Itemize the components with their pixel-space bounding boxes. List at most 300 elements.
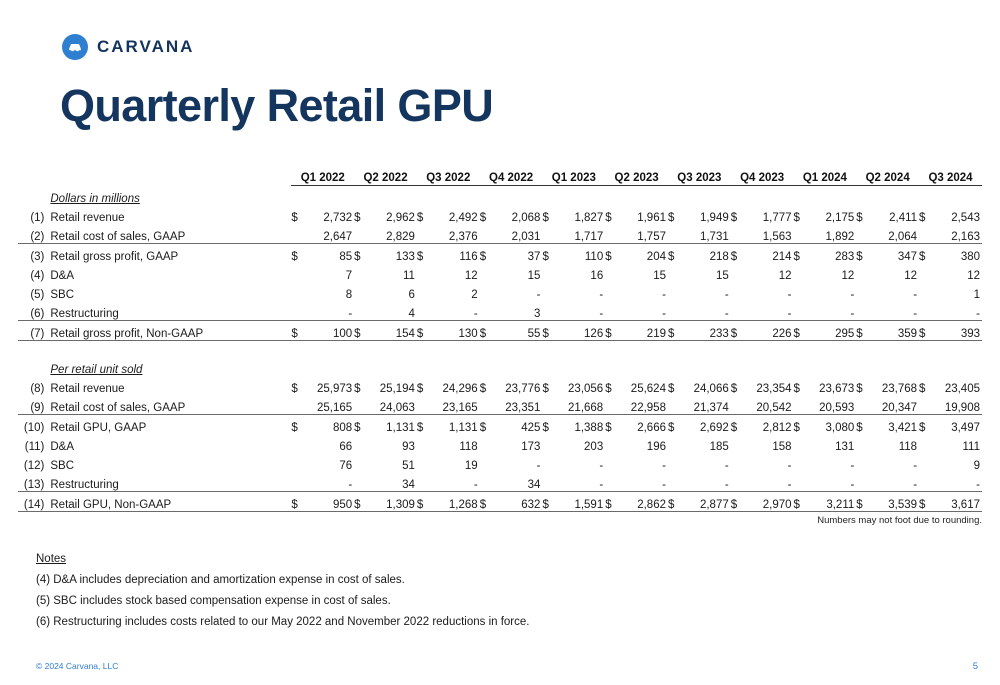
cell-value: 11 xyxy=(402,270,415,282)
cell-value: 12 xyxy=(464,270,478,282)
cell-value: 3,497 xyxy=(951,422,980,434)
row-number: (11) xyxy=(24,441,45,453)
cell-value: 23,673 xyxy=(819,383,855,395)
note-item: (4) D&A includes depreciation and amortization expense in cost of sales. xyxy=(36,574,405,586)
row-label: SBC xyxy=(50,460,75,472)
cell-value: 111 xyxy=(962,441,980,453)
dollar-sign: $ xyxy=(605,492,619,512)
cell-value: 1,731 xyxy=(682,224,731,244)
dollar-sign: $ xyxy=(856,321,870,341)
cell-value: - xyxy=(913,460,918,472)
dollar-sign: $ xyxy=(542,422,549,434)
page-number: 5 xyxy=(972,661,978,672)
cell-value: 3,211 xyxy=(808,492,857,512)
dollar-sign: $ xyxy=(354,212,361,224)
cell-value: 12 xyxy=(841,270,855,282)
cell-value: 76 xyxy=(339,460,353,472)
dollar-sign: $ xyxy=(416,422,424,434)
cell-value: 130 xyxy=(431,321,480,341)
dollar-sign: $ xyxy=(354,422,361,434)
cell-value: - xyxy=(724,289,729,301)
cell-value: 131 xyxy=(835,441,855,453)
cell-value: - xyxy=(913,289,918,301)
dollar-sign-blank xyxy=(668,224,682,244)
row-number: (10) xyxy=(23,422,45,434)
cell-value: - xyxy=(933,301,982,321)
cell-value: 2,163 xyxy=(933,224,982,244)
cell-value: 2,970 xyxy=(745,492,794,512)
cell-value: 1,268 xyxy=(431,492,480,512)
dollar-sign: $ xyxy=(731,492,745,512)
table-row xyxy=(18,376,982,395)
dollar-sign: $ xyxy=(794,321,808,341)
row-label: Retail gross profit, Non-GAAP xyxy=(48,321,291,341)
row-number: (13) xyxy=(18,472,48,492)
cell-value: - xyxy=(933,472,982,492)
section-header-row xyxy=(18,186,982,206)
column-header: Q3 2023 xyxy=(668,172,731,186)
cell-value: 3,617 xyxy=(933,492,982,512)
copyright-text: © 2024 Carvana, LLC xyxy=(36,661,119,671)
row-number: (9) xyxy=(18,395,48,415)
column-header: Q1 2024 xyxy=(794,172,857,186)
cell-value: 20,542 xyxy=(745,395,794,415)
dollar-sign-blank xyxy=(354,224,368,244)
dollar-sign: $ xyxy=(793,251,800,263)
section-header-dollars: Dollars in millions xyxy=(50,193,140,205)
dollar-sign-blank xyxy=(417,224,431,244)
cell-value: 2,031 xyxy=(494,224,543,244)
cell-value: 118 xyxy=(898,441,918,453)
row-number: (3) xyxy=(30,251,45,263)
cell-value: 218 xyxy=(709,251,729,263)
cell-value: - xyxy=(745,472,794,492)
dollar-sign: $ xyxy=(667,383,675,395)
cell-value: 950 xyxy=(306,492,355,512)
column-header: Q2 2023 xyxy=(605,172,668,186)
notes-section xyxy=(36,553,529,637)
cell-value: 347 xyxy=(897,251,918,263)
dollar-sign: $ xyxy=(354,321,368,341)
dollar-sign: $ xyxy=(479,212,487,224)
row-label: Restructuring xyxy=(48,301,291,321)
dollar-sign: $ xyxy=(793,422,800,434)
cell-value: 110 xyxy=(584,251,604,263)
cell-value: 808 xyxy=(332,422,353,434)
cell-value: 158 xyxy=(772,441,792,453)
cell-value: 359 xyxy=(870,321,919,341)
row-number: (4) xyxy=(30,270,45,282)
dollar-sign: $ xyxy=(730,383,738,395)
table-row xyxy=(18,415,982,435)
cell-value: 23,165 xyxy=(431,395,480,415)
cell-value: 2,666 xyxy=(637,422,666,434)
cell-value: 1,961 xyxy=(637,212,666,224)
dollar-sign: $ xyxy=(605,321,619,341)
cell-value: 34 xyxy=(368,472,417,492)
cell-value: 85 xyxy=(339,251,353,263)
section-header-row xyxy=(18,357,982,376)
cell-value: 66 xyxy=(339,441,353,453)
cell-value: 283 xyxy=(835,251,855,263)
rounding-note: Numbers may not foot due to rounding. xyxy=(817,515,982,526)
cell-value: - xyxy=(724,460,729,472)
cell-value: - xyxy=(682,301,731,321)
dollar-sign: $ xyxy=(291,383,298,395)
cell-value: 295 xyxy=(808,321,857,341)
dollar-sign: $ xyxy=(730,422,738,434)
cell-value: - xyxy=(431,472,480,492)
cell-value: 7 xyxy=(345,270,353,282)
cell-value: 3,539 xyxy=(870,492,919,512)
dollar-sign-blank xyxy=(731,224,745,244)
row-number: (8) xyxy=(30,383,45,395)
page-title: Quarterly Retail GPU xyxy=(60,80,494,131)
cell-value: 425 xyxy=(521,422,541,434)
cell-value: 12 xyxy=(778,270,792,282)
cell-value: 1,563 xyxy=(745,224,794,244)
table-row xyxy=(18,453,982,472)
cell-value: 15 xyxy=(527,270,541,282)
cell-value: 6 xyxy=(408,289,415,301)
cell-value: 93 xyxy=(402,441,415,453)
dollar-sign: $ xyxy=(542,212,549,224)
cell-value: 1,827 xyxy=(574,212,604,224)
dollar-sign: $ xyxy=(479,422,487,434)
carvana-wordmark: CARVANA xyxy=(97,37,195,56)
dollar-sign-blank xyxy=(542,224,556,244)
dollar-sign: $ xyxy=(480,492,494,512)
cell-value: 2,068 xyxy=(511,212,541,224)
dollar-sign: $ xyxy=(354,383,361,395)
cell-value: - xyxy=(808,301,857,321)
dollar-sign: $ xyxy=(354,492,368,512)
cell-value: 204 xyxy=(646,251,666,263)
dollar-sign: $ xyxy=(605,251,612,263)
dollar-sign: $ xyxy=(919,251,926,263)
cell-value: 25,165 xyxy=(306,395,355,415)
row-number: (7) xyxy=(18,321,48,341)
cell-value: 1,131 xyxy=(386,422,415,434)
row-label: Retail cost of sales, GAAP xyxy=(48,395,291,415)
dollar-sign: $ xyxy=(919,422,926,434)
cell-value: - xyxy=(306,301,355,321)
carvana-logo xyxy=(62,34,194,60)
cell-value: - xyxy=(787,460,792,472)
dollar-sign: $ xyxy=(416,383,424,395)
dollar-sign: $ xyxy=(731,321,745,341)
row-label: SBC xyxy=(50,289,75,301)
column-header: Q4 2022 xyxy=(480,172,543,186)
dollar-sign-blank xyxy=(794,224,808,244)
dollar-sign: $ xyxy=(605,422,612,434)
cell-value: 1,591 xyxy=(557,492,606,512)
cell-value: 2 xyxy=(471,289,478,301)
cell-value: 2,862 xyxy=(619,492,668,512)
cell-value: - xyxy=(808,472,857,492)
dollar-sign-blank xyxy=(605,224,619,244)
cell-value: 34 xyxy=(494,472,543,492)
cell-value: 2,064 xyxy=(870,224,919,244)
cell-value: 2,411 xyxy=(889,212,918,224)
cell-value: 24,296 xyxy=(442,383,478,395)
dollar-sign: $ xyxy=(856,383,863,395)
cell-value: - xyxy=(599,460,604,472)
cell-value: 21,668 xyxy=(557,395,606,415)
cell-value: 203 xyxy=(584,441,604,453)
cell-value: 16 xyxy=(590,270,604,282)
table-row xyxy=(18,321,982,341)
table-row xyxy=(18,301,982,321)
dollar-sign: $ xyxy=(793,383,800,395)
dollar-sign: $ xyxy=(919,212,926,224)
column-header: Q3 2022 xyxy=(417,172,480,186)
cell-value: - xyxy=(662,460,666,472)
cell-value: - xyxy=(536,460,541,472)
table-header-row xyxy=(18,172,982,186)
cell-value: 393 xyxy=(933,321,982,341)
dollar-sign-blank xyxy=(291,224,305,244)
dollar-sign: $ xyxy=(291,492,305,512)
cell-value: - xyxy=(306,472,355,492)
column-header: Q3 2024 xyxy=(919,172,982,186)
dollar-sign: $ xyxy=(605,212,612,224)
cell-value: - xyxy=(557,472,606,492)
cell-value: 51 xyxy=(402,460,415,472)
cell-value: 219 xyxy=(619,321,668,341)
cell-value: 2,376 xyxy=(431,224,480,244)
cell-value: 173 xyxy=(521,441,541,453)
table-row xyxy=(18,244,982,264)
cell-value: 1,757 xyxy=(619,224,668,244)
dollar-sign: $ xyxy=(794,492,808,512)
row-number: (5) xyxy=(30,289,45,301)
dollar-sign: $ xyxy=(417,321,431,341)
cell-value: 1,892 xyxy=(808,224,857,244)
dollar-sign: $ xyxy=(856,251,863,263)
section-header-per-unit: Per retail unit sold xyxy=(50,364,143,376)
table-row xyxy=(18,434,982,453)
row-label: Retail GPU, Non-GAAP xyxy=(48,492,291,512)
cell-value: 1,717 xyxy=(557,224,606,244)
cell-value: - xyxy=(619,472,668,492)
row-label: Retail gross profit, GAAP xyxy=(50,251,179,263)
dollar-sign-blank xyxy=(480,224,494,244)
cell-value: 1,309 xyxy=(368,492,417,512)
cell-value: 3 xyxy=(494,301,543,321)
cell-value: - xyxy=(599,289,604,301)
cell-value: 24,063 xyxy=(368,395,417,415)
cell-value: 23,056 xyxy=(568,383,604,395)
table-row xyxy=(18,472,982,492)
cell-value: 380 xyxy=(960,251,980,263)
section-spacer xyxy=(18,341,982,358)
dollar-sign: $ xyxy=(354,251,361,263)
note-item: (5) SBC includes stock based compensation expense in cost of sales. xyxy=(36,595,391,607)
row-number: (2) xyxy=(18,224,48,244)
dollar-sign: $ xyxy=(730,212,738,224)
cell-value: 3,421 xyxy=(888,422,918,434)
cell-value: 23,405 xyxy=(944,383,980,395)
column-header: Q2 2024 xyxy=(856,172,919,186)
cell-value: - xyxy=(850,289,855,301)
dollar-sign: $ xyxy=(542,492,556,512)
row-label: D&A xyxy=(50,270,75,282)
cell-value: 185 xyxy=(709,441,729,453)
dollar-sign: $ xyxy=(667,212,675,224)
table-row xyxy=(18,282,982,301)
cell-value: 118 xyxy=(459,441,478,453)
table-row xyxy=(18,395,982,415)
cell-value: 4 xyxy=(368,301,417,321)
cell-value: 2,829 xyxy=(368,224,417,244)
cell-value: 21,374 xyxy=(682,395,731,415)
dollar-sign: $ xyxy=(668,492,682,512)
cell-value: 19 xyxy=(464,460,478,472)
dollar-sign: $ xyxy=(919,383,926,395)
row-number: (6) xyxy=(18,301,48,321)
cell-value: 19,908 xyxy=(933,395,982,415)
cell-value: - xyxy=(745,301,794,321)
dollar-sign: $ xyxy=(416,251,424,263)
dollar-sign: $ xyxy=(542,321,556,341)
dollar-sign: $ xyxy=(291,251,298,263)
dollar-sign: $ xyxy=(730,251,738,263)
cell-value: 12 xyxy=(967,270,980,282)
row-number: (14) xyxy=(18,492,48,512)
dollar-sign: $ xyxy=(919,321,933,341)
cell-value: 2,647 xyxy=(306,224,355,244)
cell-value: 2,175 xyxy=(825,212,855,224)
cell-value: 20,347 xyxy=(870,395,919,415)
dollar-sign: $ xyxy=(919,492,933,512)
dollar-sign: $ xyxy=(479,383,487,395)
cell-value: - xyxy=(619,301,668,321)
cell-value: 100 xyxy=(306,321,355,341)
row-label: Restructuring xyxy=(48,472,291,492)
dollar-sign: $ xyxy=(667,422,675,434)
cell-value: 133 xyxy=(395,251,415,263)
row-label: Retail cost of sales, GAAP xyxy=(48,224,291,244)
dollar-sign: $ xyxy=(856,422,863,434)
carvana-car-icon xyxy=(62,34,88,60)
dollar-sign-blank xyxy=(919,224,933,244)
cell-value: - xyxy=(536,289,541,301)
cell-value: 233 xyxy=(682,321,731,341)
dollar-sign: $ xyxy=(291,321,305,341)
cell-value: - xyxy=(787,289,792,301)
note-item: (6) Restructuring includes costs related to our May 2022 and November 2022 reductions in force. xyxy=(36,616,530,628)
column-header: Q4 2023 xyxy=(731,172,794,186)
cell-value: 37 xyxy=(527,251,541,263)
row-number: (1) xyxy=(30,212,45,224)
cell-value: 116 xyxy=(459,251,478,263)
row-label: D&A xyxy=(50,441,75,453)
table-row xyxy=(18,205,982,224)
cell-value: - xyxy=(850,460,855,472)
row-label: Retail revenue xyxy=(50,212,125,224)
cell-value: 126 xyxy=(557,321,606,341)
cell-value: 55 xyxy=(494,321,543,341)
dollar-sign: $ xyxy=(667,251,675,263)
dollar-sign: $ xyxy=(291,212,298,224)
cell-value: 2,812 xyxy=(762,422,792,434)
cell-value: 23,776 xyxy=(505,383,541,395)
dollar-sign: $ xyxy=(668,321,682,341)
cell-value: 1,131 xyxy=(448,422,478,434)
notes-title: Notes xyxy=(36,553,67,565)
dollar-sign: $ xyxy=(479,251,487,263)
cell-value: 1,777 xyxy=(762,212,792,224)
dollar-sign: $ xyxy=(291,422,298,434)
dollar-sign: $ xyxy=(542,251,549,263)
dollar-sign: $ xyxy=(417,492,431,512)
cell-value: 3,080 xyxy=(825,422,855,434)
cell-value: 154 xyxy=(368,321,417,341)
cell-value: 15 xyxy=(653,270,666,282)
cell-value: 226 xyxy=(745,321,794,341)
cell-value: 1 xyxy=(973,289,980,301)
row-label: Retail revenue xyxy=(50,383,125,395)
cell-value: 196 xyxy=(646,441,666,453)
cell-value: 23,354 xyxy=(756,383,792,395)
cell-value: 9 xyxy=(973,460,980,472)
dollar-sign: $ xyxy=(542,383,549,395)
cell-value: 23,768 xyxy=(881,383,918,395)
cell-value: 24,066 xyxy=(693,383,729,395)
cell-value: 1,388 xyxy=(574,422,604,434)
table-row xyxy=(18,224,982,244)
cell-value: 25,624 xyxy=(630,383,666,395)
column-header: Q1 2022 xyxy=(291,172,354,186)
cell-value: - xyxy=(870,301,919,321)
dollar-sign: $ xyxy=(793,212,800,224)
cell-value: 15 xyxy=(715,270,729,282)
cell-value: 23,351 xyxy=(494,395,543,415)
row-label: Retail GPU, GAAP xyxy=(50,422,147,434)
table-row xyxy=(18,492,982,512)
cell-value: 632 xyxy=(494,492,543,512)
cell-value: 2,492 xyxy=(448,212,478,224)
cell-value: 2,962 xyxy=(386,212,415,224)
dollar-sign: $ xyxy=(856,492,870,512)
cell-value: 2,543 xyxy=(951,212,980,224)
cell-value: - xyxy=(431,301,480,321)
cell-value: 214 xyxy=(772,251,792,263)
cell-value: - xyxy=(870,472,919,492)
cell-value: - xyxy=(662,289,666,301)
dollar-sign: $ xyxy=(856,212,863,224)
cell-value: 20,593 xyxy=(808,395,857,415)
cell-value: - xyxy=(682,472,731,492)
cell-value: - xyxy=(557,301,606,321)
cell-value: 22,958 xyxy=(619,395,668,415)
dollar-sign: $ xyxy=(416,212,424,224)
dollar-sign-blank xyxy=(856,224,870,244)
cell-value: 12 xyxy=(904,270,918,282)
cell-value: 25,194 xyxy=(379,383,415,395)
dollar-sign: $ xyxy=(605,383,612,395)
cell-value: 1,949 xyxy=(699,212,729,224)
dollar-sign: $ xyxy=(480,321,494,341)
row-number: (12) xyxy=(23,460,45,472)
column-header: Q1 2023 xyxy=(542,172,605,186)
financial-table xyxy=(18,172,982,512)
cell-value: 2,692 xyxy=(699,422,729,434)
cell-value: 25,973 xyxy=(316,383,353,395)
column-header: Q2 2022 xyxy=(354,172,417,186)
cell-value: 8 xyxy=(345,289,353,301)
